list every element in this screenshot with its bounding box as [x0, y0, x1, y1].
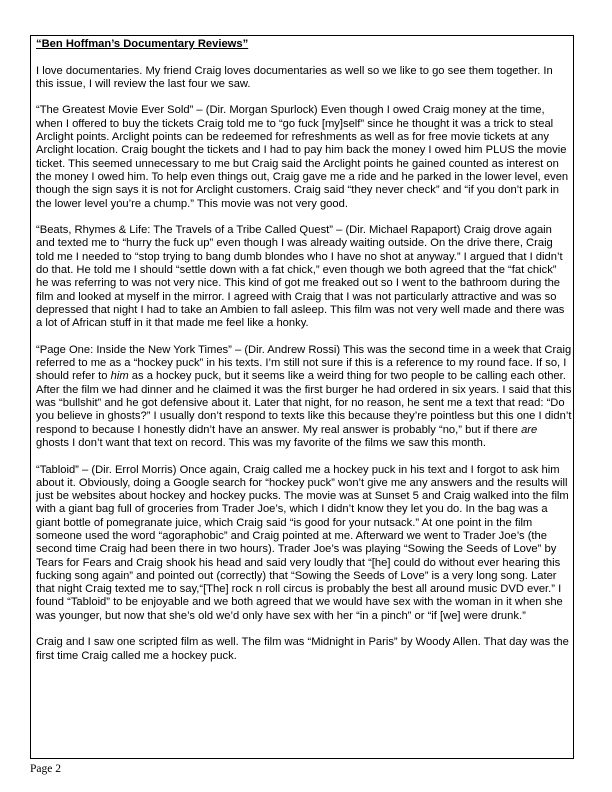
paragraph	[36, 344, 572, 450]
text-run: “Beats, Rhymes & Life: The Travels of a Tribe Called Quest” – (Dir. Michael Rapaport) Craig drove again and texted me to “hurry the fuck up” even though I was already waiting outside. On the drive there, Craig told me I needed to “stop trying to bang dumb blondes who I have no shot at anyway.” I argued that I didn’t do that. He told me I should “settle down with a fat chick,” even though we both agreed that the “fat chick” he was referring to was not very nice. This kind of got me freaked out so I went to the bathroom during the film and looked at myself in the mirror. I agreed with Craig that I was not particularly attractive and was so depressed that night I had to take an Ambien to fall asleep. This film was not very well made and there was a lot of African stuff in it that made me feel like a honky.	[36, 224, 565, 330]
text-run: I love documentaries. My friend Craig loves documentaries as well so we like to go see them together. In this issue, I will review the last four we saw.	[36, 64, 553, 90]
text-run: “Tabloid” – (Dir. Errol Morris) Once again, Craig called me a hockey puck in his text and I forgot to ask him about it. Obviously, doing a Google search for “hockey puck” won’t give me any answers and the results will just be websites about hockey and hockey pucks. The movie was at Sunset 5 and Craig walked into the film with a giant bag full of groceries from Trader Joe’s, which I didn’t know they let you do. In the bag was a giant bottle of pomegranate juice, which Craig said “is good for your nutsack.” At one point in the film someone used the word “agoraphobic” and Craig pointed at me. Afterward we went to Trader Joe’s (the second time Craig had been there in two hours). Trader Joe’s was playing “Sowing the Seeds of Love” by Tears for Fears and Craig shook his head and said very loudly that “[he] could do without ever hearing this fucking song again” and pointed out (correctly) that “Sowing the Seeds of Love” is a very long song. Later that night Craig texted me to say,“[The] rock n roll circus is probably the best all around music DVD ever.” I found “Tabloid” to be enjoyable and we both agreed that we would have sex with the woman in it when she was younger, but now that she’s old we’d only have sex with her “in a pinch” or “if [we] were drunk.”	[36, 463, 569, 622]
text-run: “Page One: Inside the New York Times” – (Dir. Andrew Rossi) This was the second time in a week that Craig referred to me as a “hockey puck” in his texts. I’m still not sure if this is a reference to my round face. If so, I should refer to	[36, 343, 572, 383]
text-run: Craig and I saw one scripted film as well. The film was “Midnight in Paris” by Woody Allen. That day was the first time Craig called me a hockey puck.	[36, 636, 569, 662]
paragraph	[36, 104, 572, 210]
text-run: “The Greatest Movie Ever Sold” – (Dir. Morgan Spurlock) Even though I owed Craig money at the time, when I offered to buy the tickets Craig told me to “go fuck [my]self” since he thought it was a trick to steal Arclight points. Arclight points can be redeemed for refreshments as well as for free movie tickets at any Arclight location. Craig bought the tickets and I had to pay him back the money I owed him PLUS the movie ticket. This seemed unnecessary to me but Craig said the Arclight points he gained counted as interest on the money I owed him. To help even things out, Craig gave me a ride and he parked in the lower level, even though the sign says it is not for Arclight customers. Craig said “they never check” and “if you don’t park in the lower level you’re a chump.” This movie was not very good.	[36, 104, 569, 210]
article-body	[36, 65, 572, 663]
paragraph	[36, 224, 572, 330]
article-title: “Ben Hoffman’s Documentary Reviews”	[36, 38, 249, 50]
text-run: as a hockey puck, but it seems like a weird thing for two people to be calling each other. After the film we had dinner and he claimed it was the first burger he had ordered in six years. I said that this was “bullshit” and he got defensive about it. Later that night, for no reason, he sent me a text that read: “Do you believe in ghosts?” I usually don’t respond to texts like this because they’re pointless but this one I didn’t respond to because I honestly didn’t have an answer. My real answer is probably “no,” but if there	[36, 370, 572, 436]
paragraph	[36, 65, 572, 92]
text-run: ghosts I don’t want that text on record. This was my favorite of the films we saw this month.	[36, 436, 486, 449]
emphasized-text: him	[110, 370, 129, 383]
paragraph	[36, 464, 572, 624]
paragraph	[36, 636, 572, 663]
article	[36, 38, 572, 663]
emphasized-text: are	[521, 423, 538, 436]
page-number: Page 2	[30, 763, 61, 775]
